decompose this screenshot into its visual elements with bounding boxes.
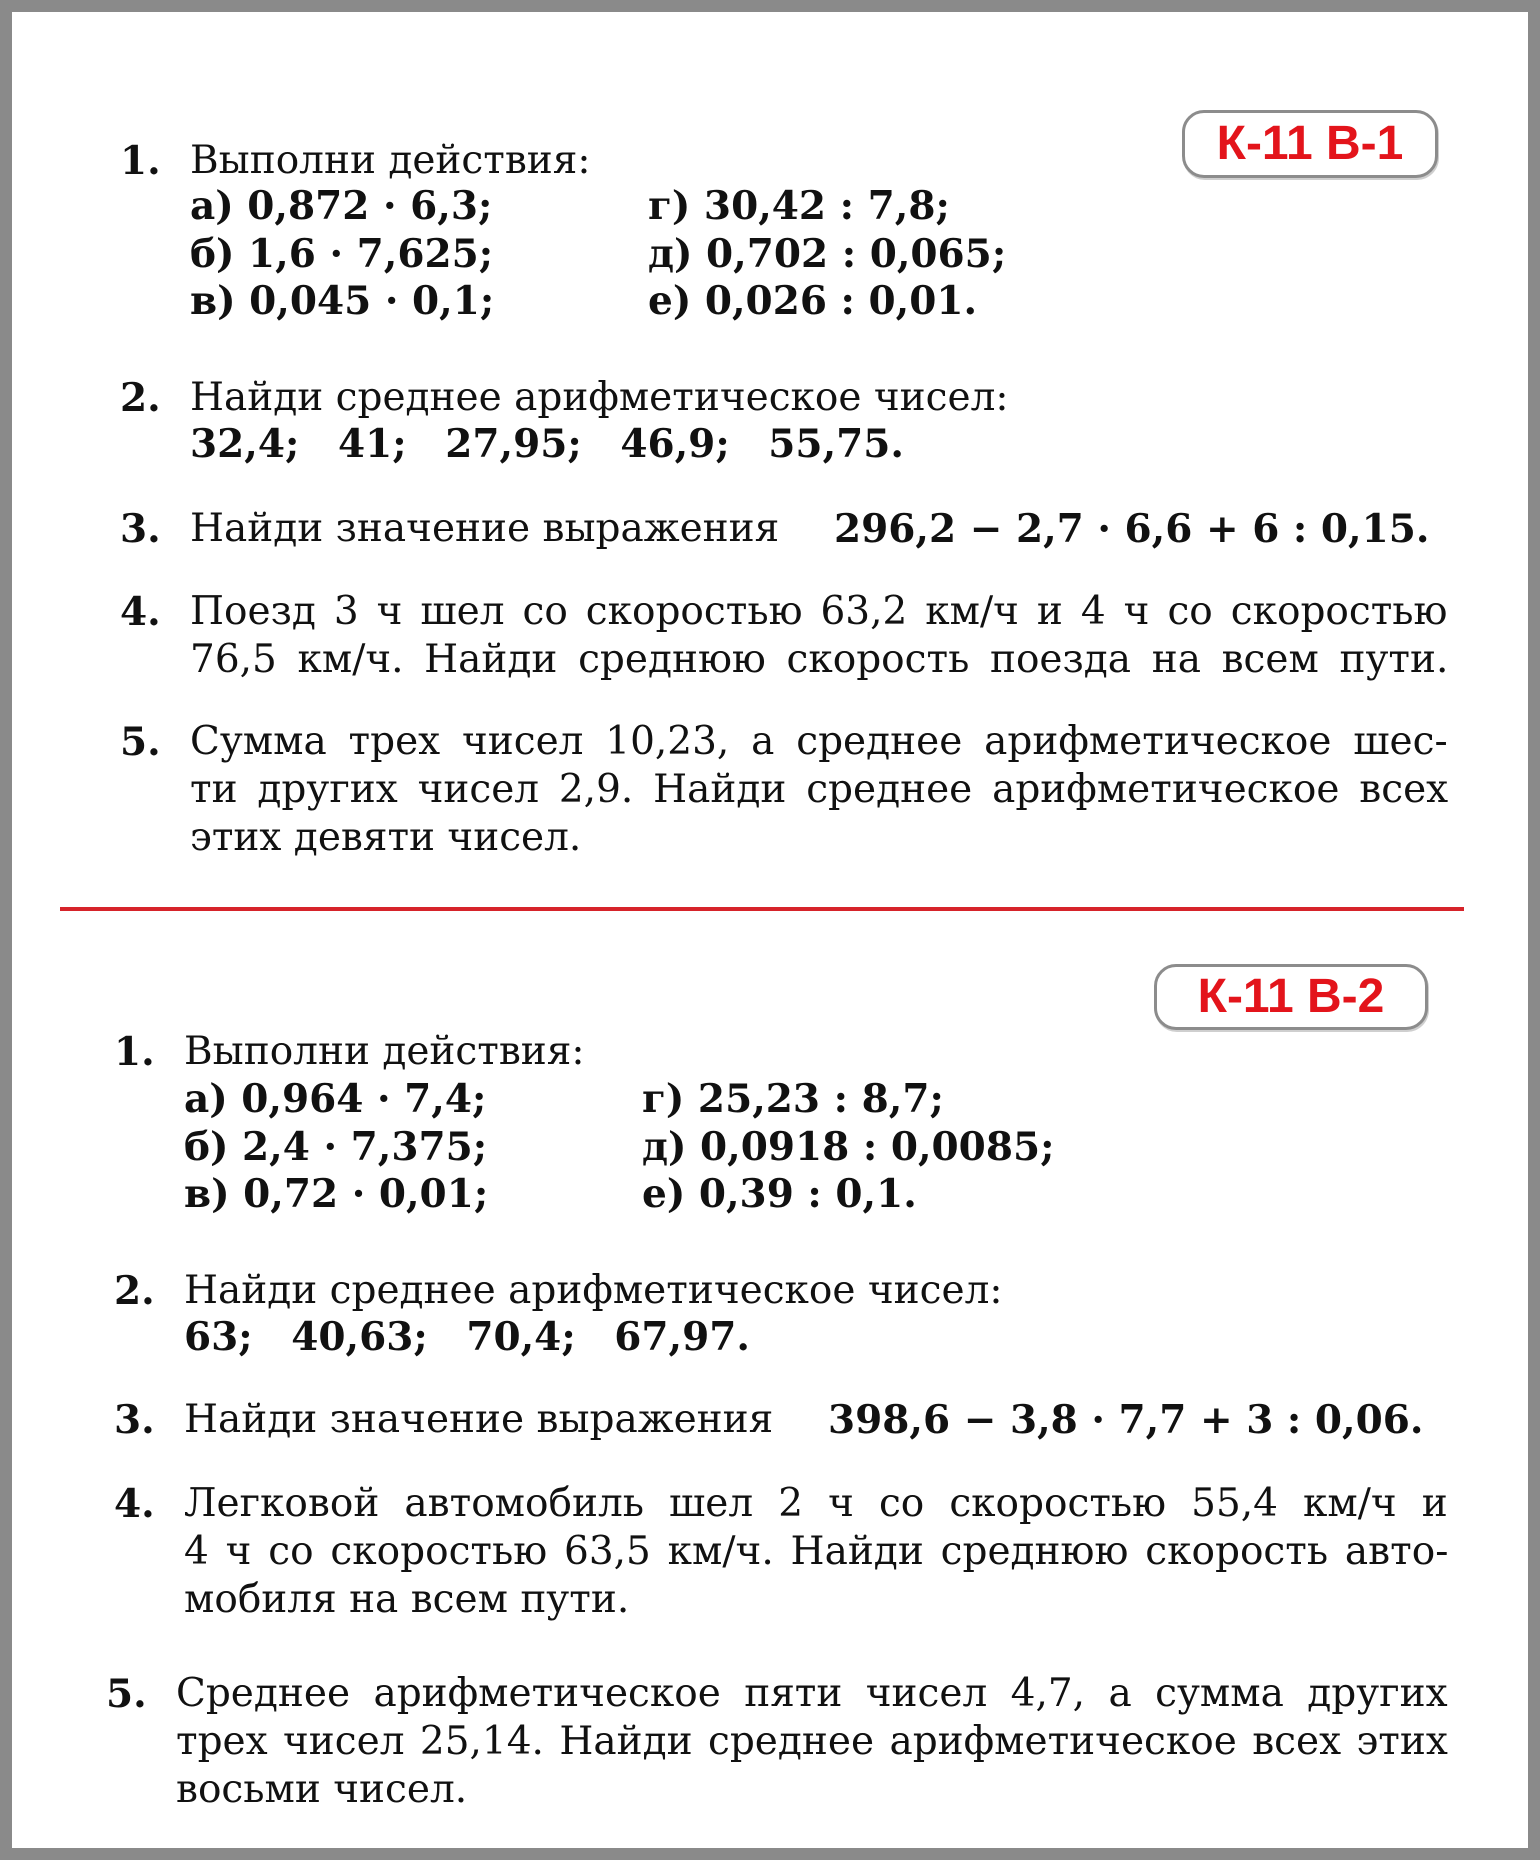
v2-task1-number: 1. [114, 1029, 155, 1075]
v1-task5-line-1: Сумма трех чисел 10,23, а среднее арифметическое шес- [190, 719, 1448, 764]
v2-task1-item-b: б) 2,4 · 7,375; [184, 1124, 488, 1170]
v1-task3-expression: 296,2 − 2,7 · 6,6 + 6 : 0,15. [834, 506, 1430, 552]
v1-task4-number: 4. [120, 589, 161, 635]
v2-number-4: 67,97. [614, 1314, 750, 1360]
v1-task1-number: 1. [120, 138, 161, 184]
v1-task5-line-2: ти других чисел 2,9. Найди среднее арифметическое всех [190, 767, 1449, 812]
v1-number-4: 46,9; [620, 421, 730, 467]
v1-number-1: 32,4; [190, 421, 300, 467]
v1-number-3: 27,95; [445, 421, 582, 467]
v2-number-2: 40,63; [291, 1314, 428, 1360]
v2-task5-line-2: трех чисел 25,14. Найди среднее арифметическое всех этих [176, 1719, 1448, 1764]
variant-2-badge: К-11 В-2 [1154, 964, 1428, 1030]
v1-task2-title: Найди среднее арифметическое чисел: [190, 375, 1009, 420]
v2-task4-line-1: Легковой автомобиль шел 2 ч со скоростью 55,4 км/ч и [184, 1481, 1448, 1526]
v2-task3-label: Найди значение выражения [184, 1397, 774, 1442]
v2-task4-line-3: мобиля на всем пути. [184, 1577, 630, 1622]
v2-task2-title: Найди среднее арифметическое чисел: [184, 1268, 1003, 1313]
v2-task1-item-e: е) 0,39 : 0,1. [642, 1171, 917, 1217]
v2-task1-item-a: а) 0,964 · 7,4; [184, 1076, 487, 1122]
variant-divider [60, 907, 1464, 911]
v2-task4-line-2: 4 ч со скоростью 63,5 км/ч. Найди среднюю скорость авто- [184, 1529, 1449, 1574]
v2-task2-numbers [184, 1313, 750, 1361]
v1-task2-number: 2. [120, 375, 161, 421]
v1-number-2: 41; [337, 421, 407, 467]
v2-number-1: 63; [184, 1314, 253, 1360]
v1-task1-item-d: д) 0,702 : 0,065; [648, 231, 1007, 277]
v1-task5-number: 5. [120, 719, 161, 765]
v2-number-3: 70,4; [466, 1314, 576, 1360]
v1-task2-numbers [190, 420, 904, 468]
v2-task1-title: Выполни действия: [184, 1029, 585, 1074]
v2-task2-number: 2. [114, 1268, 155, 1314]
v1-task1-item-v: в) 0,045 · 0,1; [190, 278, 495, 324]
v2-task4-number: 4. [114, 1481, 155, 1527]
v1-number-5: 55,75. [768, 421, 904, 467]
v2-task1-item-v: в) 0,72 · 0,01; [184, 1171, 489, 1217]
v1-task1-item-g: г) 30,42 : 7,8; [648, 183, 950, 229]
v1-task4-line-1: Поезд 3 ч шел со скоростью 63,2 км/ч и 4 ч со скоростью [190, 589, 1448, 634]
v2-task5-number: 5. [106, 1671, 147, 1717]
v2-task1-item-d: д) 0,0918 : 0,0085; [642, 1124, 1055, 1170]
v2-task3-expression: 398,6 − 3,8 · 7,7 + 3 : 0,06. [828, 1397, 1424, 1443]
v1-task1-item-e: е) 0,026 : 0,01. [648, 278, 978, 324]
v1-task1-title: Выполни действия: [190, 138, 591, 183]
v1-task5-line-3: этих девяти чисел. [190, 815, 582, 860]
v1-task1-item-b: б) 1,6 · 7,625; [190, 231, 494, 277]
v1-task3-label: Найди значение выражения [190, 506, 780, 551]
v2-task5-line-1: Среднее арифметическое пяти чисел 4,7, а сумма других [176, 1671, 1448, 1716]
v1-task4-line-2: 76,5 км/ч. Найди среднюю скорость поезда на всем пути. [190, 637, 1449, 682]
variant-1-badge: К-11 В-1 [1182, 110, 1438, 178]
v2-task1-item-g: г) 25,23 : 8,7; [642, 1076, 944, 1122]
v2-task5-line-3: восьми чисел. [176, 1767, 468, 1812]
v1-task3-number: 3. [120, 506, 161, 552]
v1-task1-item-a: а) 0,872 · 6,3; [190, 183, 493, 229]
v2-task3-number: 3. [114, 1397, 155, 1443]
